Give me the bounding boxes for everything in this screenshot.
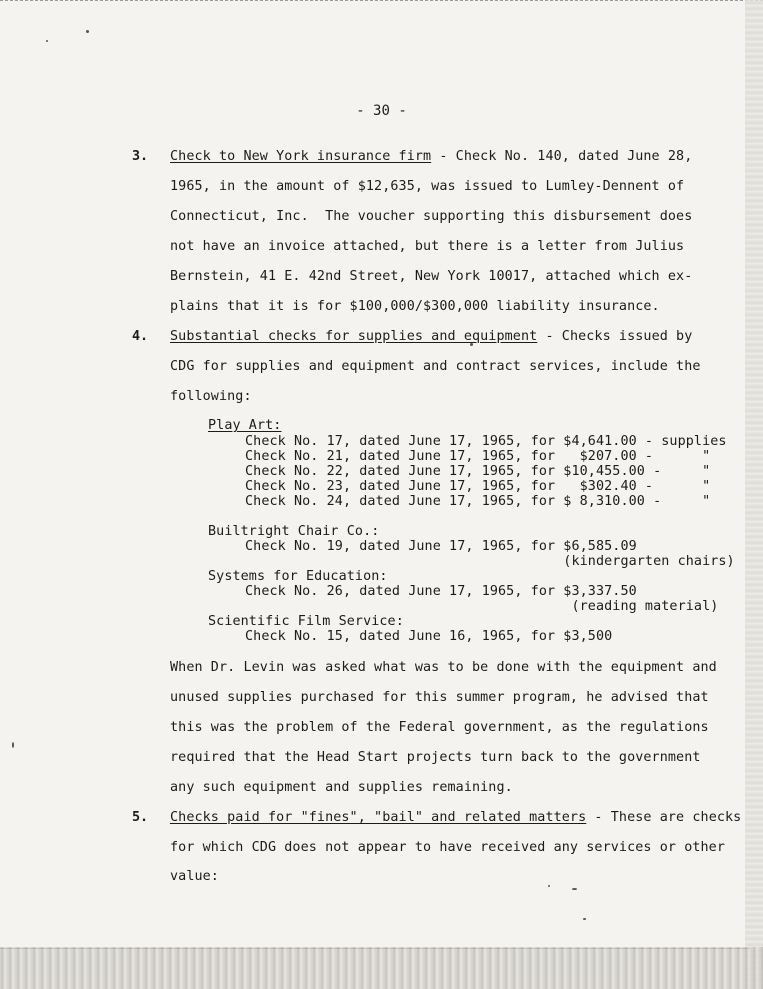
item-3-line-3: Connecticut, Inc. The voucher supporting this disbursement does [170, 209, 693, 224]
closing-line-2: unused supplies purchased for this summer program, he advised that [170, 690, 709, 705]
vendor-scientific-film-service: Scientific Film Service: [208, 614, 404, 629]
scan-speck [86, 30, 89, 33]
check-row: Check No. 24, dated June 17, 1965, for $ 8,310.00 - " [245, 494, 711, 509]
item-3-heading: Check to New York insurance firm [170, 149, 432, 164]
scan-speck [46, 40, 48, 42]
check-row: Check No. 17, dated June 17, 1965, for $4,641.00 - supplies [245, 434, 727, 449]
item-4-line-2: CDG for supplies and equipment and contract services, include the [170, 359, 701, 374]
check-row: Check No. 15, dated June 16, 1965, for $3,500 [245, 629, 613, 644]
item-5-line-3: value: [170, 869, 219, 884]
item-3-line-1 [170, 149, 692, 164]
scan-speck [548, 885, 550, 887]
closing-line-4: required that the Head Start projects turn back to the government [170, 750, 701, 765]
page-top-edge [0, 0, 763, 5]
closing-line-5: any such equipment and supplies remaining. [170, 780, 513, 795]
item-4-line-1-rest: - Checks issued by [537, 329, 693, 344]
item-3-number: 3. [132, 149, 149, 164]
item-3-line-5: Bernstein, 41 E. 42nd Street, New York 10017, attached which ex- [170, 269, 693, 284]
item-3-line-1-rest: - Check No. 140, dated June 28, [431, 149, 693, 164]
item-5-number: 5. [132, 810, 149, 825]
scan-speck [572, 888, 577, 890]
page-right-edge-noise [745, 0, 763, 989]
check-row-note: (reading material) [245, 599, 719, 614]
vendor-play-art: Play Art: [208, 418, 282, 433]
closing-line-1: When Dr. Levin was asked what was to be done with the equipment and [170, 660, 717, 675]
check-row-note: (kindergarten chairs) [245, 554, 735, 569]
item-5-line-2: for which CDG does not appear to have received any services or other [170, 840, 726, 855]
page-bottom-edge-noise [0, 947, 763, 989]
check-row: Check No. 19, dated June 17, 1965, for $6,585.09 [245, 539, 637, 554]
vendor-builtright: Builtright Chair Co.: [208, 524, 380, 539]
item-4-number: 4. [132, 329, 149, 344]
item-3-line-2: 1965, in the amount of $12,635, was issued to Lumley-Dennent of [170, 179, 685, 194]
item-4-line-3: following: [170, 389, 252, 404]
scan-speck [583, 918, 586, 920]
item-5-heading: Checks paid for "fines", "bail" and related matters [170, 810, 587, 825]
item-3-line-4: not have an invoice attached, but there is a letter from Julius [170, 239, 685, 254]
check-row: Check No. 26, dated June 17, 1965, for $3,337.50 [245, 584, 637, 599]
check-row: Check No. 21, dated June 17, 1965, for $207.00 - " [245, 449, 711, 464]
page-number: - 30 - [356, 103, 407, 119]
item-5-line-1-rest: - These are checks [586, 810, 742, 825]
item-4-heading: Substantial checks for supplies and equipment [170, 329, 538, 344]
scan-speck [12, 742, 14, 748]
item-3-line-6: plains that it is for $100,000/$300,000 liability insurance. [170, 299, 660, 314]
check-row: Check No. 23, dated June 17, 1965, for $302.40 - " [245, 479, 711, 494]
item-4-line-1 [170, 329, 692, 344]
closing-line-3: this was the problem of the Federal government, as the regulations [170, 720, 709, 735]
check-row: Check No. 22, dated June 17, 1965, for $10,455.00 - " [245, 464, 711, 479]
vendor-systems-for-education: Systems for Education: [208, 569, 388, 584]
item-5-line-1 [170, 810, 741, 825]
